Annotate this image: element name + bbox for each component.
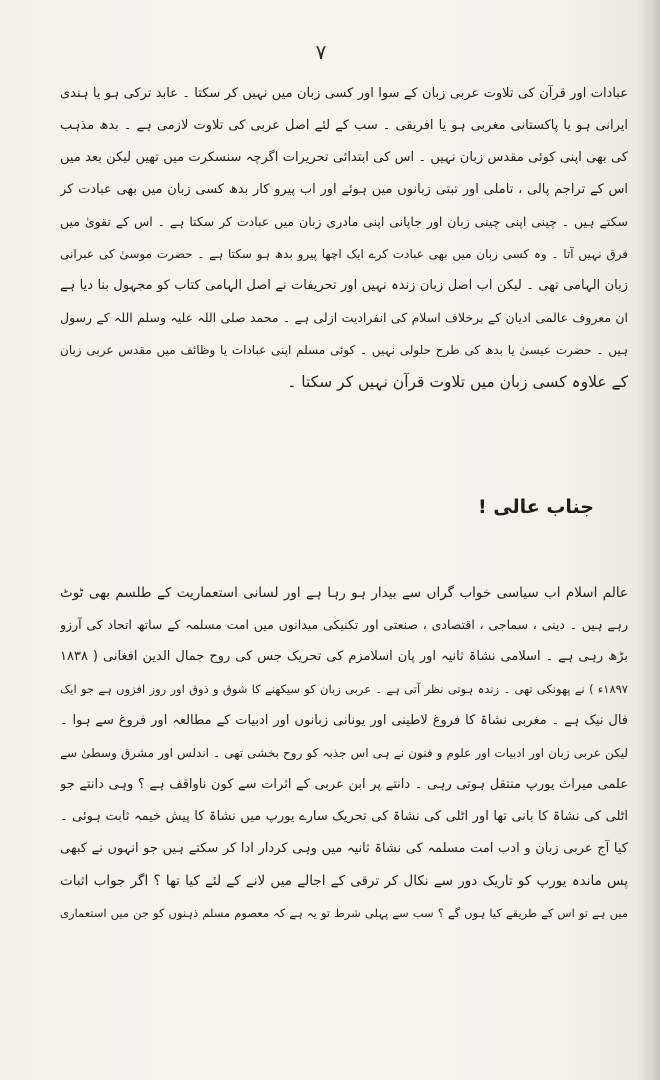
text-line: رہے ہیں ۔ دینی ، سماجی ، اقتصادی ، صنعتی اور تکنیکی میدانوں میں امت مسلمہ کے ساتھ اتحاد کی آرزو — [60, 617, 628, 632]
page-edge-shadow — [638, 0, 660, 1080]
text-line: ہیں ۔ حضرت عیسیٰ یا بدھ کی طرح حلولی نہیں ۔ کوئی مسلم اپنی عبادات یا وظائف میں مقدس عربی زبان — [60, 343, 628, 357]
text-line: عالم اسلام اب سیاسی خواب گراں سے بیدار ہو رہا ہے اور لسانی استعماریت کے طلسم بھی ٹوٹ — [60, 585, 628, 601]
text-line: اٹلی کی نشاۃ کا بانی تھا اور اٹلی کی نشاۃ کی تحریک سارے یورپ میں نشاۃ کا پیش خیمہ ثابت ہوئی ۔ — [60, 809, 628, 824]
paragraph-2 — [60, 577, 628, 929]
text-line: علمی میراث یورپ منتقل ہوتی رہی ۔ دانتے پر ابن عربی کے اثرات سے کون ناواقف ہے ؟ وہی دانتے جو — [60, 777, 628, 792]
text-line: بڑھ رہی ہے ۔ اسلامی نشاۃ ثانیہ اور پان اسلامزم کی تحریک جس کی روح جمال الدین افغانی ( ۱۸۳۸ — [60, 649, 628, 664]
text-line: پس ماندہ یورپ کو تاریک دور سے نکال کر ترقی کے اجالے میں لانے کے لئے کیا تھا ؟ اگر جواب اثبات — [60, 873, 628, 889]
text-line: ان معروف عالمی ادیان کے برخلاف اسلام کی انفرادیت ازلی ہے ۔ محمد صلی اللہ علیہ وسلم اللہ کے رسول — [60, 310, 628, 325]
text-line: کیا آج عربی زبان و ادب امت مسلمہ کی نشاۃ ثانیہ میں وہی کردار ادا کر سکتے ہیں جو انہوں نے کبھی — [60, 841, 628, 856]
text-line: فرق نہیں آتا ۔ وہ کسی زبان میں بھی عبادت کرے ایک اچھا پیرو بدھ ہو سکتا ہے ۔ حضرت موسیٰ کی عبرانی — [60, 247, 628, 261]
text-line: زبان الہامی تھی ۔ لیکن اب اصل زبان زندہ نہیں اور تحریفات نے اصل الہامی کتاب کو مجہول بنا دیا ہے — [60, 278, 628, 293]
text-line: ایرانی ہو یا پاکستانی مغربی ہو یا افریقی ۔ سب کے لئے اصل عربی کی تلاوت لازمی ہے ۔ بدھ مذہب — [60, 118, 628, 133]
text-line: کے علاوہ کسی زبان میں تلاوت قرآن نہیں کر سکتا ۔ — [287, 373, 628, 391]
text-line: عبادات اور قرآن کی تلاوت عربی زبان کے سوا اور کسی زبان میں نہیں کر سکتا ۔ عابد ترکی ہو یا ہندی — [60, 86, 628, 101]
text-line: اس کے تراجم پالی ، تاملی اور تبتی زبانوں میں ہوئے اور اب پیرو کار بدھ کسی زبان میں بھی عبادت کر — [60, 182, 628, 197]
salutation-heading: جناب عالی ! — [477, 496, 594, 518]
text-line: ۱۸۹۷ء ) نے پھونکی تھی ۔ زندہ ہوتی نظر آتی ہے ۔ عربی زبان کو سیکھنے کا شوق و ذوق اور روز افزوں ہے جو ایک — [60, 682, 628, 696]
text-line: کی بھی اپنی کوئی مقدس زبان نہیں ۔ اس کی ابتدائی تحریرات اگرچہ سنسکرت میں تھیں لیکن بعد میں — [60, 150, 628, 165]
page-number: ۷ — [315, 40, 327, 64]
text-line: میں ہے تو اس کے طریقے کیا ہوں گے ؟ سب سے پہلی شرط تو یہ ہے کہ معصوم مسلم ذہنوں کو جن میں استعماری — [60, 906, 628, 920]
text-line: فال نیک ہے ۔ مغربی نشاۃ کا فروغ لاطینی اور یونانی زبانوں اور ادبیات کے مطالعہ اور فروغ سے ہوا ۔ — [60, 713, 628, 728]
paragraph-1 — [60, 78, 628, 398]
text-line: لیکن عربی زبان اور ادبیات اور علوم و فنون نے ہی اس جذبہ کو روح بخشی تھی ۔ اندلس اور مشرق وسطیٰ سے — [60, 746, 628, 760]
text-line: سکتے ہیں ۔ چینی اپنی چینی زبان اور جاپانی اپنی مادری زبان میں عبادت کر سکتا ہے ۔ اس کے تقویٰ میں — [60, 214, 628, 229]
